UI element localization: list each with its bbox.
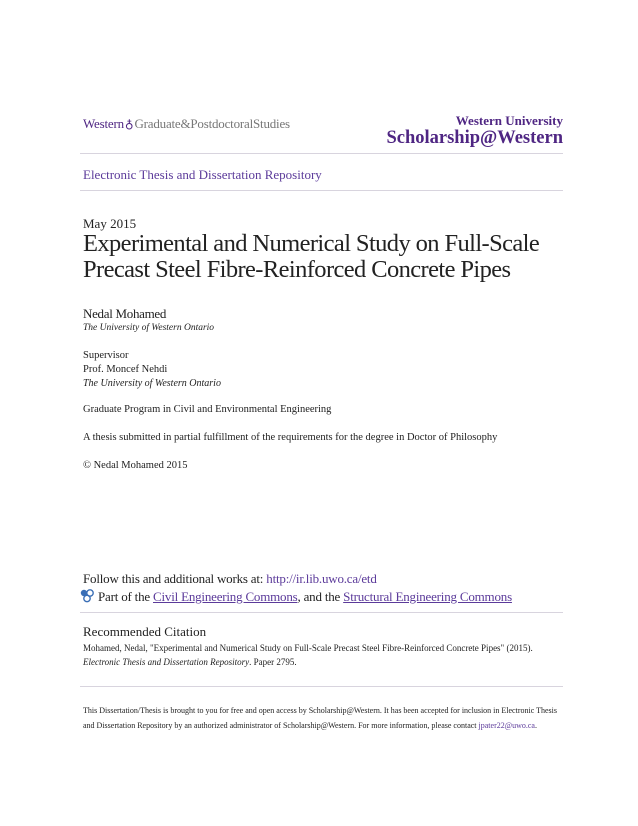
western-graduate-studies-logo [83,116,290,132]
citation-paper: . Paper 2795. [249,657,297,667]
recommended-citation-text [83,641,561,669]
recommended-citation-heading: Recommended Citation [83,624,207,639]
footer-notice [83,703,561,733]
follow-label: Follow this and additional works at: [83,571,267,586]
follow-line [83,571,377,587]
part-of-line [80,589,512,605]
supervisor-name: Prof. Moncef Nehdi [83,364,168,375]
etd-url-link[interactable]: http://ir.lib.uwo.ca/etd [266,571,377,586]
divider [80,190,563,191]
brand-western: Western [83,116,124,131]
footer-end: . [534,721,537,730]
citation-series: Electronic Thesis and Dissertation Repository [83,657,250,667]
brand-graduate-studies: Graduate&PostdoctoralStudies [134,116,290,131]
graduate-program: Graduate Program in Civil and Environmental Engineering [83,404,332,415]
footer-text: This Dissertation/Thesis is brought to you for free and open access by Scholarship@Western. It has been accepted for inclusion in Electronic Thesis and Dissertation Repository by an authorized administrator of Scholarship@Western. For more information, please contact [83,706,558,730]
network-icon [80,589,94,603]
divider [80,153,563,154]
university-name: Western University [455,113,563,128]
civil-engineering-commons-link[interactable]: Civil Engineering Commons [153,589,298,604]
part-of-prefix: Part of the [98,589,154,604]
author-institution: The University of Western Ontario [83,323,215,333]
supervisor-label: Supervisor [83,350,129,361]
crest-icon: ♁ [124,117,134,131]
supervisor-institution: The University of Western Ontario [83,378,221,389]
publication-date: May 2015 [83,216,137,231]
repository-link[interactable]: Electronic Thesis and Dissertation Repository [83,167,322,182]
part-of-middle: , and the [297,589,344,604]
citation-main: Mohamed, Nedal, "Experimental and Numerical Study on Full-Scale Precast Steel Fibre-Reinforced Concrete Pipes" (2015). [83,643,533,653]
structural-engineering-commons-link[interactable]: Structural Engineering Commons [343,589,512,604]
divider [80,686,563,687]
scholarship-western-logo[interactable]: Scholarship@Western [386,128,563,148]
divider [80,612,563,613]
thesis-title: Experimental and Numerical Study on Full-Scale Precast Steel Fibre-Reinforced Concrete Pipes [83,230,540,283]
thesis-statement: A thesis submitted in partial fulfillment of the requirements for the degree in Doctor of Philosophy [83,432,498,443]
contact-email-link[interactable]: jpater22@uwo.ca [478,721,535,730]
author-name: Nedal Mohamed [83,306,167,321]
copyright-notice: © Nedal Mohamed 2015 [83,460,188,471]
